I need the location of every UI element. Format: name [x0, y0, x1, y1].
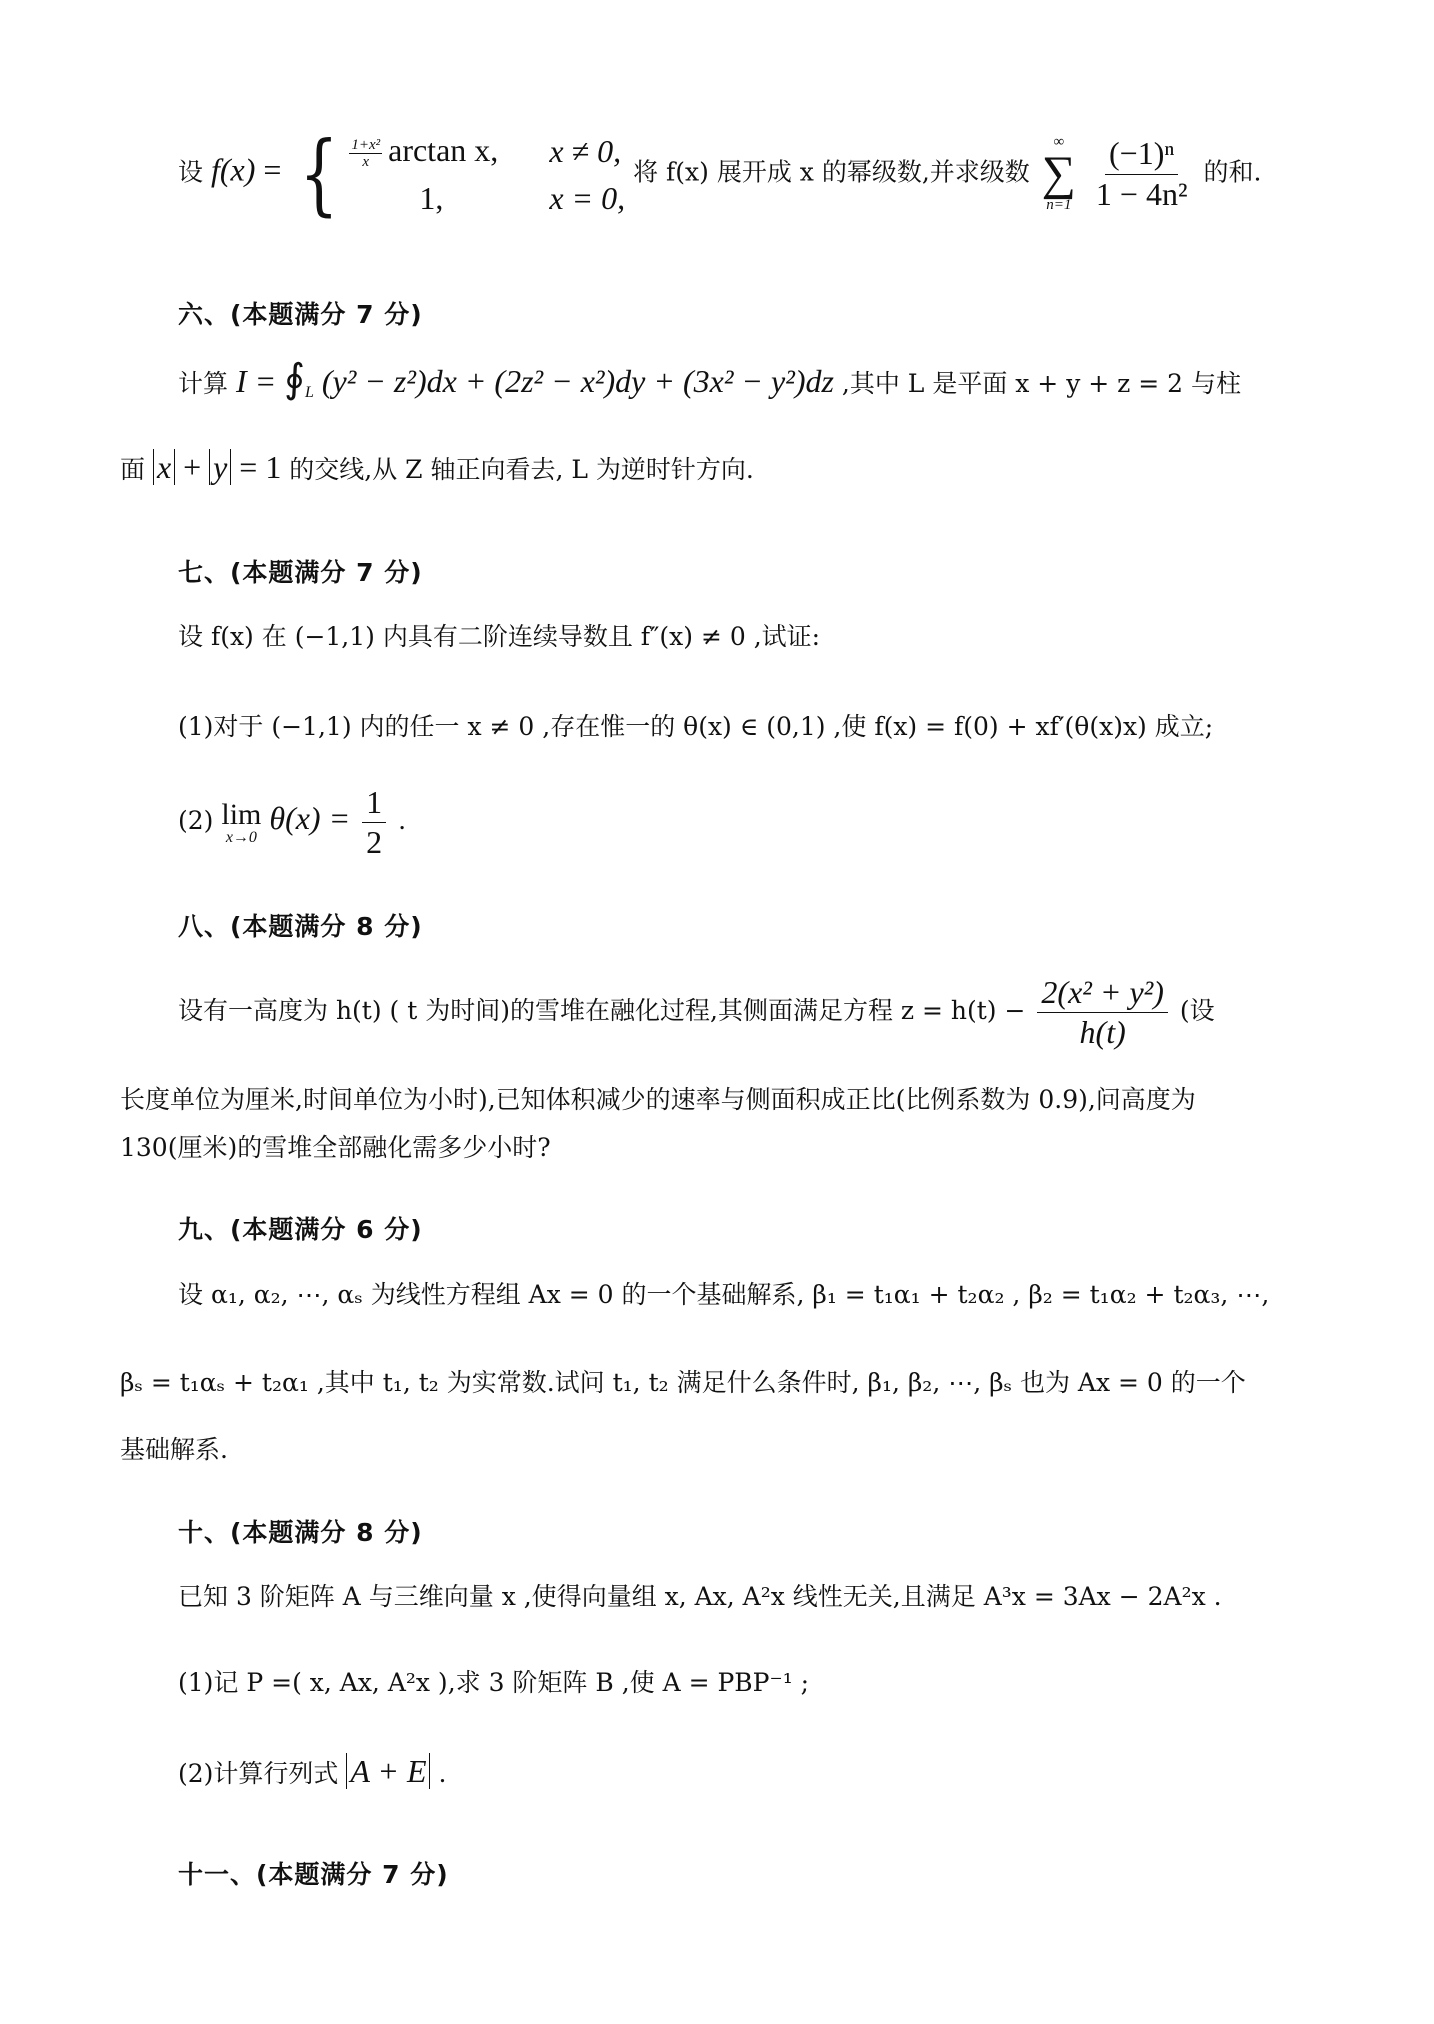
q7-line-2: (1)对于 (−1,1) 内的任一 x ≠ 0 ,存在惟一的 θ(x) ∈ (0,1) ,使 f(x) = f(0) + xf′(θ(x)x) 成立; [178, 712, 1214, 741]
q7-half: $\frac{1}{2}$ [362, 785, 386, 860]
q10-line-2: (1)记 P =( x, Ax, A²x ),求 3 阶矩阵 B ,使 A = PBP⁻¹ ; [178, 1668, 810, 1697]
q8-line-3: 130(厘米)的雪堆全部融化需多少小时? [120, 1133, 551, 1162]
q9-heading: 九、(本题满分 6 分) [178, 1215, 423, 1244]
q7-line-1: 设 f(x) 在 (−1,1) 内具有二阶连续导数且 f″(x) ≠ 0 ,试证: [178, 622, 821, 651]
q7-heading: 七、(本题满分 7 分) [178, 558, 423, 587]
q5-case2-cond: x = 0, [549, 179, 626, 216]
q9-line-2: βₛ = t₁αₛ + t₂α₁ ,其中 t₁, t₂ 为实常数.试问 t₁, t₂ 满足什么条件时, β₁, β₂, ⋯, βₛ 也为 Ax = 0 的一个 [120, 1368, 1246, 1397]
q5-term: $\frac{\text{(−1)ⁿ}}{\text{1 − 4n²}}$ [1095, 135, 1188, 212]
q10-line-1: 已知 3 阶矩阵 A 与三维向量 x ,使得向量组 x, Ax, A²x 线性无关,且满足 A³x = 3Ax − 2A²x . [178, 1582, 1222, 1611]
q8-line-1: 设有一高度为 h(t) ( t 为时间)的雪堆在融化过程,其侧面满足方程 z = h(t) − $\frac{\text{2(x² + y²)}}{h(t)}$ (设 [178, 974, 1215, 1051]
q11-heading: 十一、(本题满分 7 分) [178, 1860, 449, 1889]
q5-eq: = [263, 151, 282, 188]
q8-heading: 八、(本题满分 8 分) [178, 912, 423, 941]
q6-line-1: 计算 $I = ∮_L$ (y² − z²)dx + (2z² − x²)dy + (3x² − y²)dz ,其中 L 是平面 x + y + z = 2 与柱 [178, 356, 1242, 402]
q7-line-3: (2) lim x→0 θ(x) = $\frac{1}{2}$ . [178, 784, 407, 861]
q5-case-2: 1, x = 0, [419, 179, 626, 216]
q8-fraction: $\frac{\text{2(x² + y²)}}{h(t)}$ [1037, 975, 1168, 1050]
q6-integrand: (y² − z²)dx + (2z² − x²)dy + (3x² − y²)dz [321, 363, 834, 399]
q5-mid-text: 将 f(x) 展开成 x 的幂级数,并求级数 [633, 157, 1030, 187]
q10-line-3: (2)计算行列式 A + E . [178, 1753, 447, 1789]
left-brace-icon: { [299, 122, 339, 225]
q5-pre: 设 [178, 157, 204, 187]
q10-heading: 十、(本题满分 8 分) [178, 1518, 423, 1547]
sigma-icon: ∑ [1041, 147, 1076, 200]
q5-case1-cond: x ≠ 0, [549, 132, 622, 169]
q5-case1-frac: $\frac{\text{1+x²}}{x}$ [351, 136, 381, 171]
contour-integral-icon: ∮ [284, 356, 306, 402]
q9-line-3: 基础解系. [120, 1435, 228, 1464]
q5-cases [349, 131, 625, 217]
q5-case-1: $\frac{\text{1+x²}}{x}$ arctan x, x ≠ 0, [351, 131, 622, 171]
q5-fx: f(x) [210, 151, 256, 188]
q5-block [0, 120, 1434, 240]
q8-line-2: 长度单位为厘米,时间单位为小时),已知体积减少的速率与侧面积成正比(比例系数为 0.9),问高度为 [120, 1085, 1196, 1114]
q6-line-2: 面 x + y = 1 的交线,从 Z 轴正向看去, L 为逆时针方向. [120, 449, 754, 485]
q5-piecewise [289, 122, 626, 225]
q5-formula-line [178, 122, 1262, 225]
q5-sum: ∞ ∑ n=1 [1041, 134, 1076, 213]
q9-line-1: 设 α₁, α₂, ⋯, αₛ 为线性方程组 Ax = 0 的一个基础解系, β₁ = t₁α₁ + t₂α₂ , β₂ = t₁α₂ + t₂α₃, ⋯, [178, 1280, 1270, 1309]
q6-heading: 六、(本题满分 7 分) [178, 300, 423, 329]
q10-determinant: A + E [346, 1753, 430, 1789]
q7-limit: lim x→0 [221, 797, 262, 846]
q5-post: 的和. [1203, 157, 1262, 187]
